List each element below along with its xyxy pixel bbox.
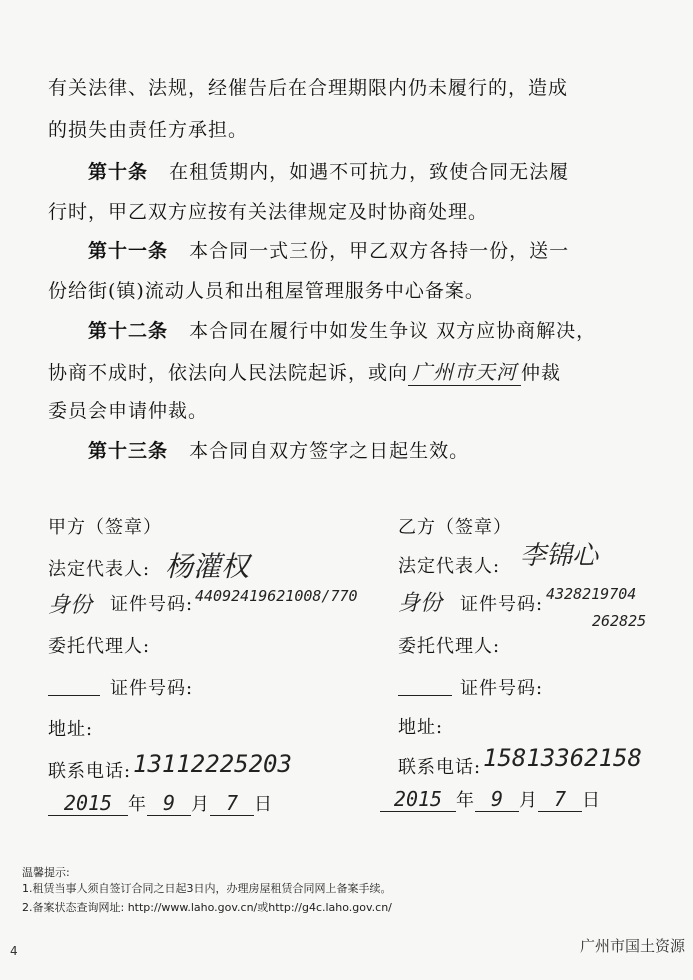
- party-a-year-label: 年: [128, 794, 147, 815]
- party-b-id-label: 证件号码:: [460, 594, 544, 615]
- clause-12-line-2-end: 仲裁: [521, 362, 562, 384]
- party-a-rep-label: 法定代表人:: [48, 559, 151, 580]
- party-b-agent-id-type-blank: [398, 695, 452, 696]
- party-b-agent-label: 委托代理人:: [398, 636, 501, 657]
- party-a-id-value: 44092419621008/770: [195, 587, 358, 605]
- party-b-date-year: 2015: [380, 787, 456, 812]
- party-a-date-year: 2015: [48, 791, 128, 816]
- party-a-phone-value: 13112225203: [133, 750, 292, 778]
- clause-11: [88, 236, 569, 263]
- clause-12-line-3: 委员会申请仲裁。: [48, 400, 209, 422]
- party-a-rep-signature: 杨灌权: [165, 550, 250, 583]
- clause-10-line-2: 行时，甲乙双方应按有关法律规定及时协商处理。: [48, 201, 489, 223]
- arbitration-city-handwritten: 广州市天河: [408, 356, 521, 386]
- party-b-year-label: 年: [456, 790, 475, 811]
- clause-13: [88, 436, 469, 463]
- clause-13-text: 本合同自双方签字之日起生效。: [189, 440, 470, 462]
- party-b-date-day: 7: [538, 787, 582, 812]
- clause-10-text: 在租赁期内，如遇不可抗力，致使合同无法履: [169, 161, 570, 183]
- party-a-address-label: 地址:: [48, 719, 94, 740]
- party-b-id-type-handwritten: 身份: [398, 591, 443, 616]
- party-a-date-month: 9: [147, 791, 191, 816]
- party-b-rep-label: 法定代表人:: [398, 556, 501, 577]
- party-a-id-label: 证件号码:: [110, 594, 194, 615]
- party-b-agent-id-label: 证件号码:: [460, 678, 544, 699]
- party-a-heading: 甲方（签章）: [48, 517, 162, 538]
- party-a-month-label: 月: [191, 794, 210, 815]
- party-b-rep-signature: 李锦心: [520, 541, 599, 571]
- clause-11-text: 本合同一式三份，甲乙双方各持一份，送一: [189, 240, 570, 262]
- clause-12-title: 第十二条: [88, 320, 169, 342]
- party-a-agent-label: 委托代理人:: [48, 636, 151, 657]
- party-a-phone-label: 联系电话:: [48, 761, 132, 782]
- clause-13-title: 第十三条: [88, 440, 169, 462]
- party-a-date: [48, 790, 273, 816]
- party-b-id-value-line-2: 262825: [592, 612, 647, 630]
- party-a-agent-id-label: 证件号码:: [110, 678, 194, 699]
- party-a-agent-id-type-blank: [48, 695, 100, 696]
- party-b-address-label: 地址:: [398, 717, 444, 738]
- notes-line-1: 1.租赁当事人须自签订合同之日起3日内，办理房屋租赁合同网上备案手续。: [22, 882, 392, 895]
- party-a-date-day: 7: [210, 791, 254, 816]
- page-number: 4: [10, 944, 18, 958]
- continued-text-line-2: 的损失由责任方承担。: [48, 119, 249, 141]
- notes-line-2: 2.备案状态查询网址: http://www.laho.gov.cn/或http://g4c.laho.gov.cn/: [22, 901, 392, 914]
- party-b-month-label: 月: [519, 790, 538, 811]
- continued-text-line-1: 有关法律、法规，经催告后在合理期限内仍未履行的，造成: [48, 77, 569, 99]
- party-a-id-type-handwritten: 身份: [48, 593, 93, 618]
- party-b-heading: 乙方（签章）: [398, 517, 512, 538]
- party-b-phone-value: 15813362158: [483, 744, 642, 772]
- footer-org: 广州市国土资源: [580, 937, 686, 955]
- clause-12-line-2-start: 协商不成时，依法向人民法院起诉，或向: [48, 362, 409, 384]
- party-b-day-label: 日: [582, 790, 601, 811]
- clause-12-text: 本合同在履行中如发生争议 双方应协商解决，: [189, 320, 597, 342]
- clause-10-title: 第十条: [88, 161, 149, 183]
- clause-12: [88, 316, 596, 343]
- party-a-day-label: 日: [254, 794, 273, 815]
- clause-12-line-2: [48, 356, 561, 386]
- clause-10: [88, 157, 569, 184]
- clause-11-title: 第十一条: [88, 240, 169, 262]
- notes-title: 温馨提示:: [22, 866, 70, 879]
- party-b-date-month: 9: [475, 787, 519, 812]
- party-b-phone-label: 联系电话:: [398, 757, 482, 778]
- clause-11-line-2: 份给街(镇)流动人员和出租屋管理服务中心备案。: [48, 280, 485, 302]
- party-b-date: [380, 786, 601, 812]
- party-b-id-value-line-1: 4328219704: [546, 585, 637, 603]
